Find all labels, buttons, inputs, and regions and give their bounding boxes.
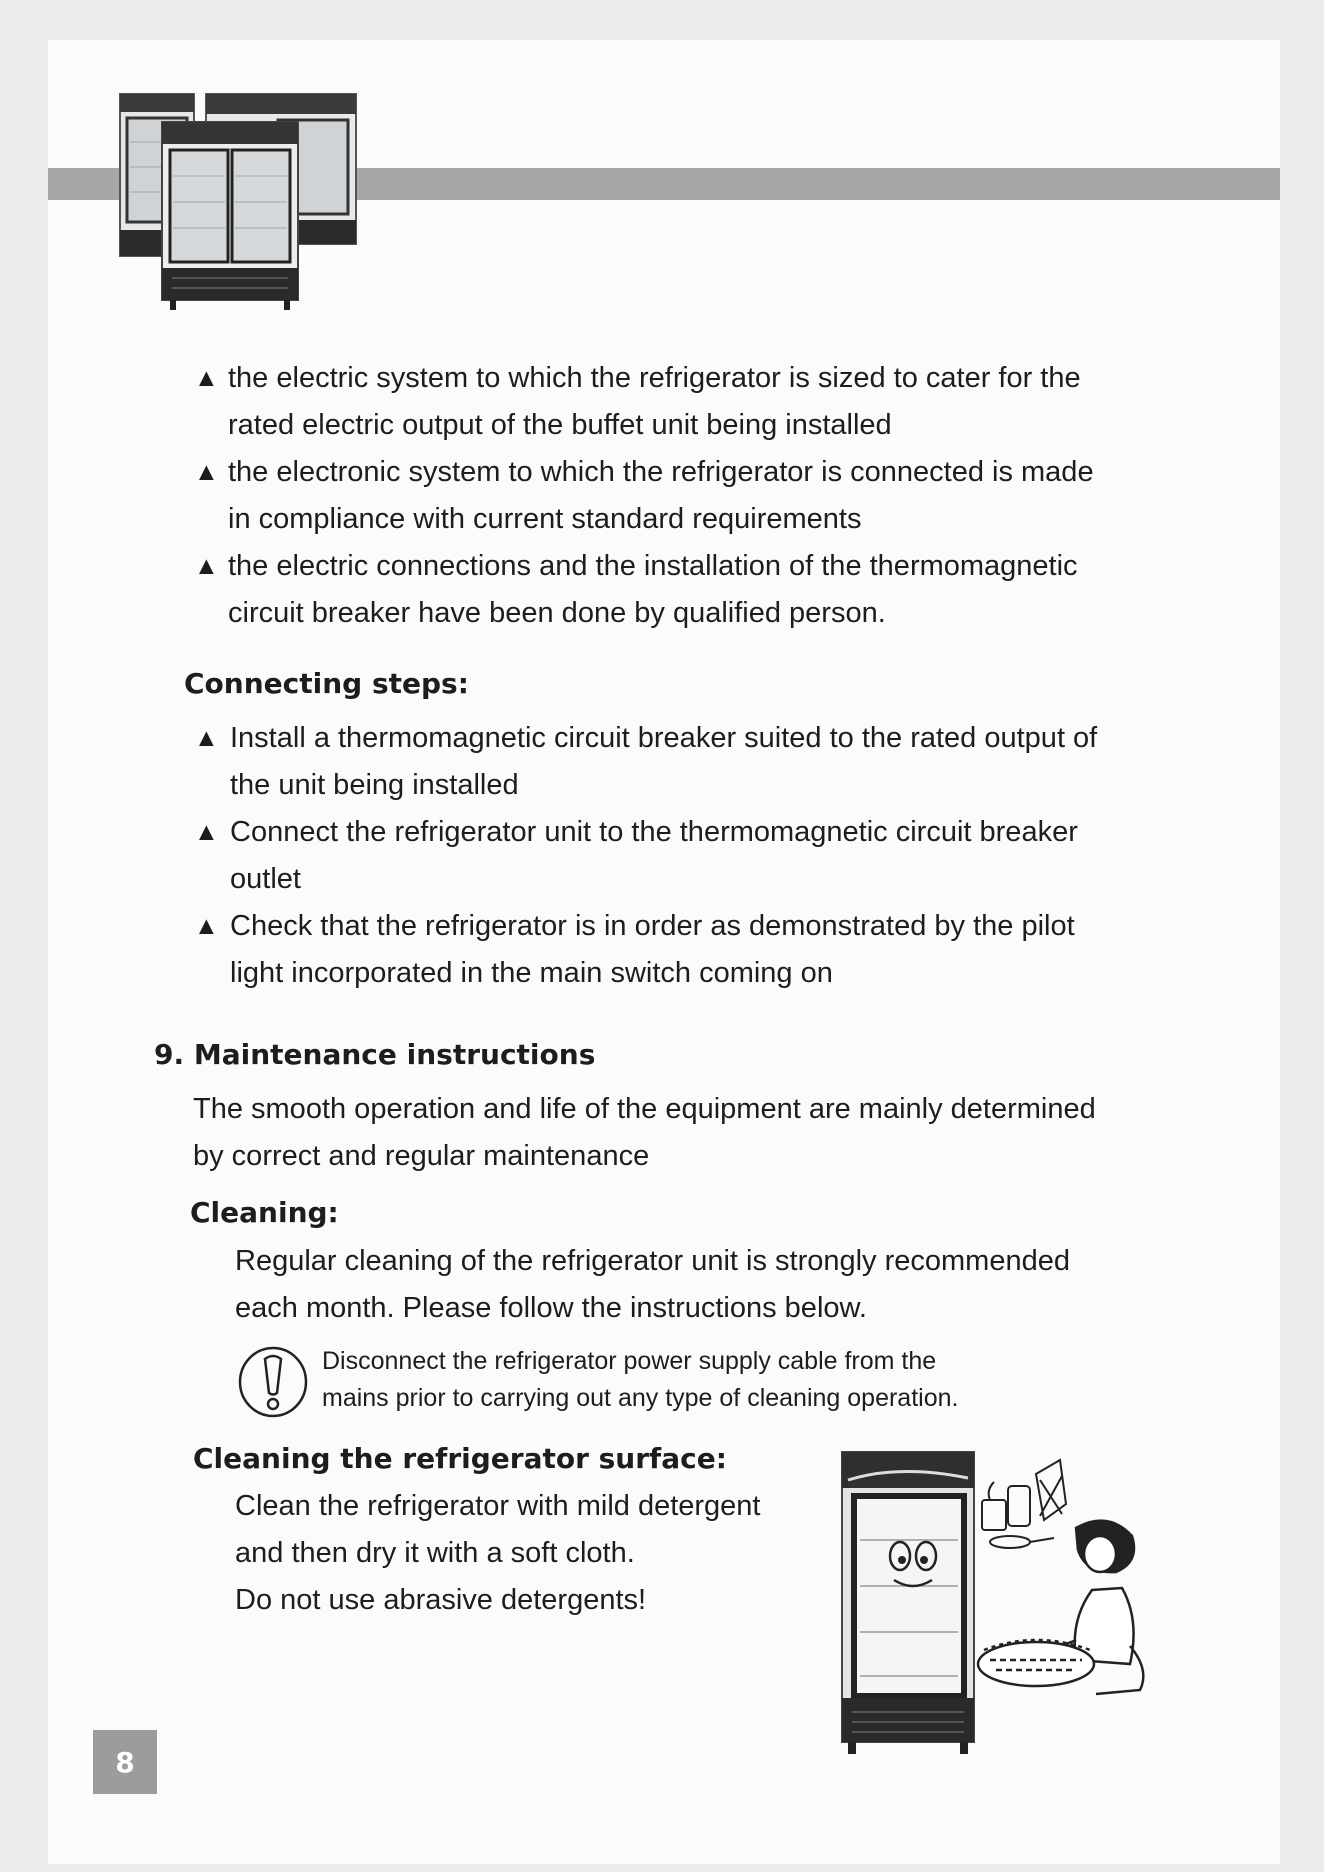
bullet-triangle-icon: ▲ [194, 912, 219, 940]
page-number: 8 [93, 1730, 157, 1794]
maintenance-heading: 9. Maintenance instructions [154, 1038, 596, 1071]
cleaning-line-2: each month. Please follow the instructions below. [235, 1292, 867, 1324]
surface-line-1: Clean the refrigerator with mild detergent [235, 1490, 761, 1522]
cleaning-supplies-icon [982, 1460, 1066, 1548]
exclamation-warning-icon [237, 1345, 313, 1419]
surface-line-2: and then dry it with a soft cloth. [235, 1537, 635, 1569]
cleaning-heading: Cleaning: [190, 1196, 339, 1229]
bullet-triangle-icon: ▲ [194, 818, 219, 846]
maintenance-intro-line-1: The smooth operation and life of the equipment are mainly determined [193, 1093, 1096, 1125]
bullet-triangle-icon: ▲ [194, 724, 219, 752]
surface-line-3: Do not use abrasive detergents! [235, 1584, 647, 1616]
connecting-steps-heading: Connecting steps: [184, 667, 469, 700]
single-door-fridge [842, 1452, 974, 1754]
cleaning-line-1: Regular cleaning of the refrigerator unit is strongly recommended [235, 1245, 1070, 1277]
fridge-front [162, 122, 298, 310]
bullet-triangle-icon: ▲ [194, 552, 219, 580]
warning-text: Disconnect the refrigerator power supply cable from the mains prior to carrying out any type of cleaning operation. [322, 1347, 959, 1412]
maintenance-intro-line-2: by correct and regular maintenance [193, 1140, 650, 1172]
cleaning-illustration [840, 1450, 1160, 1756]
surface-cleaning-heading: Cleaning the refrigerator surface: [193, 1442, 727, 1475]
bullet-triangle-icon: ▲ [194, 458, 219, 486]
bullet-triangle-icon: ▲ [194, 364, 219, 392]
fridge-group-image [118, 92, 358, 314]
